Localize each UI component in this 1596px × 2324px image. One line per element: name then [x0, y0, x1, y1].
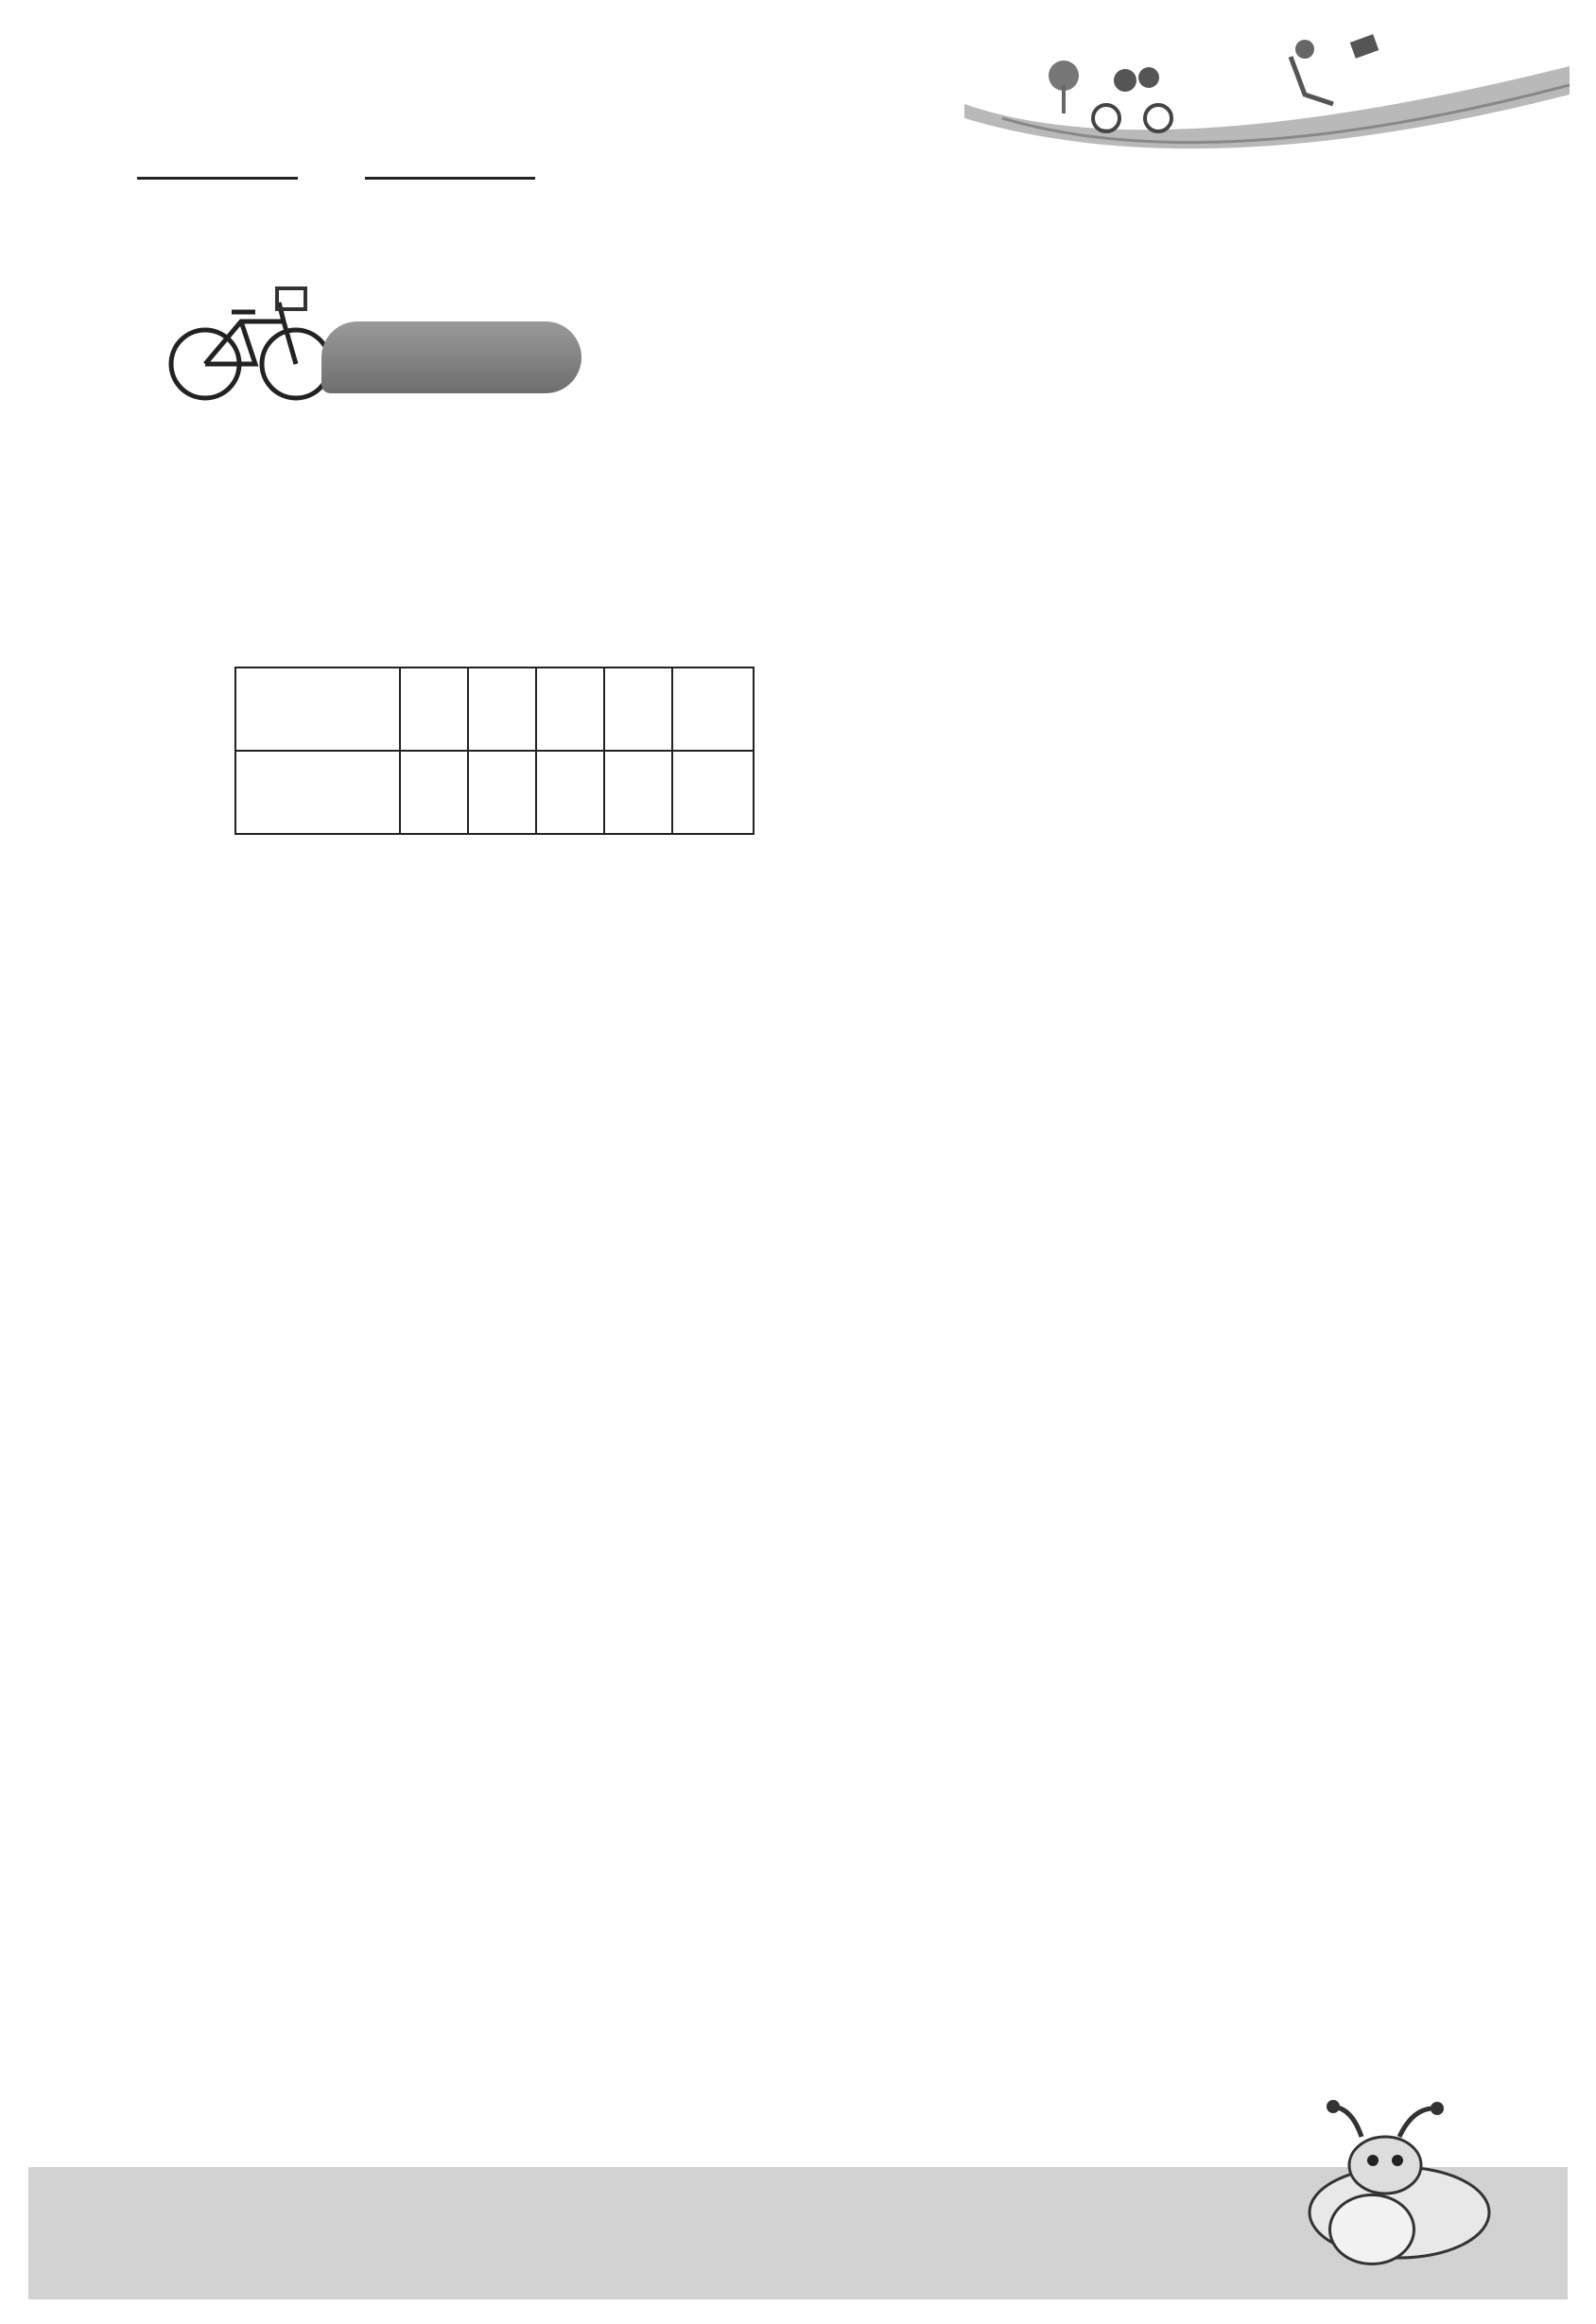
table-cell-answer[interactable] [468, 751, 536, 834]
table-row [235, 751, 754, 834]
table-cell-answer[interactable] [400, 751, 468, 834]
table-row [235, 668, 754, 751]
stats-table [234, 667, 755, 835]
table-header-cell [400, 668, 468, 751]
table-cell-answer[interactable] [536, 751, 604, 834]
section2-q1-cont [307, 1853, 373, 1916]
distance-time-chart [870, 1598, 1418, 1853]
section2-q2 [238, 1919, 352, 1982]
date-field[interactable] [137, 148, 298, 180]
section-banner [321, 321, 581, 393]
visitors-line-chart [775, 615, 1418, 889]
bicycle-icon [165, 284, 336, 407]
table-cell-answer[interactable] [604, 751, 672, 834]
table-header-cell [604, 668, 672, 751]
weather-field[interactable] [365, 148, 535, 180]
table-header-cell [672, 668, 754, 751]
table-header-cell [468, 668, 536, 751]
section2-q1 [238, 1790, 309, 1852]
table-header-cell [536, 668, 604, 751]
table-header-cell [235, 668, 400, 751]
table-cell-answer[interactable] [672, 751, 754, 834]
table-row-label [235, 751, 400, 834]
header-decoration [964, 28, 1570, 151]
page-number [1328, 2194, 1415, 2265]
